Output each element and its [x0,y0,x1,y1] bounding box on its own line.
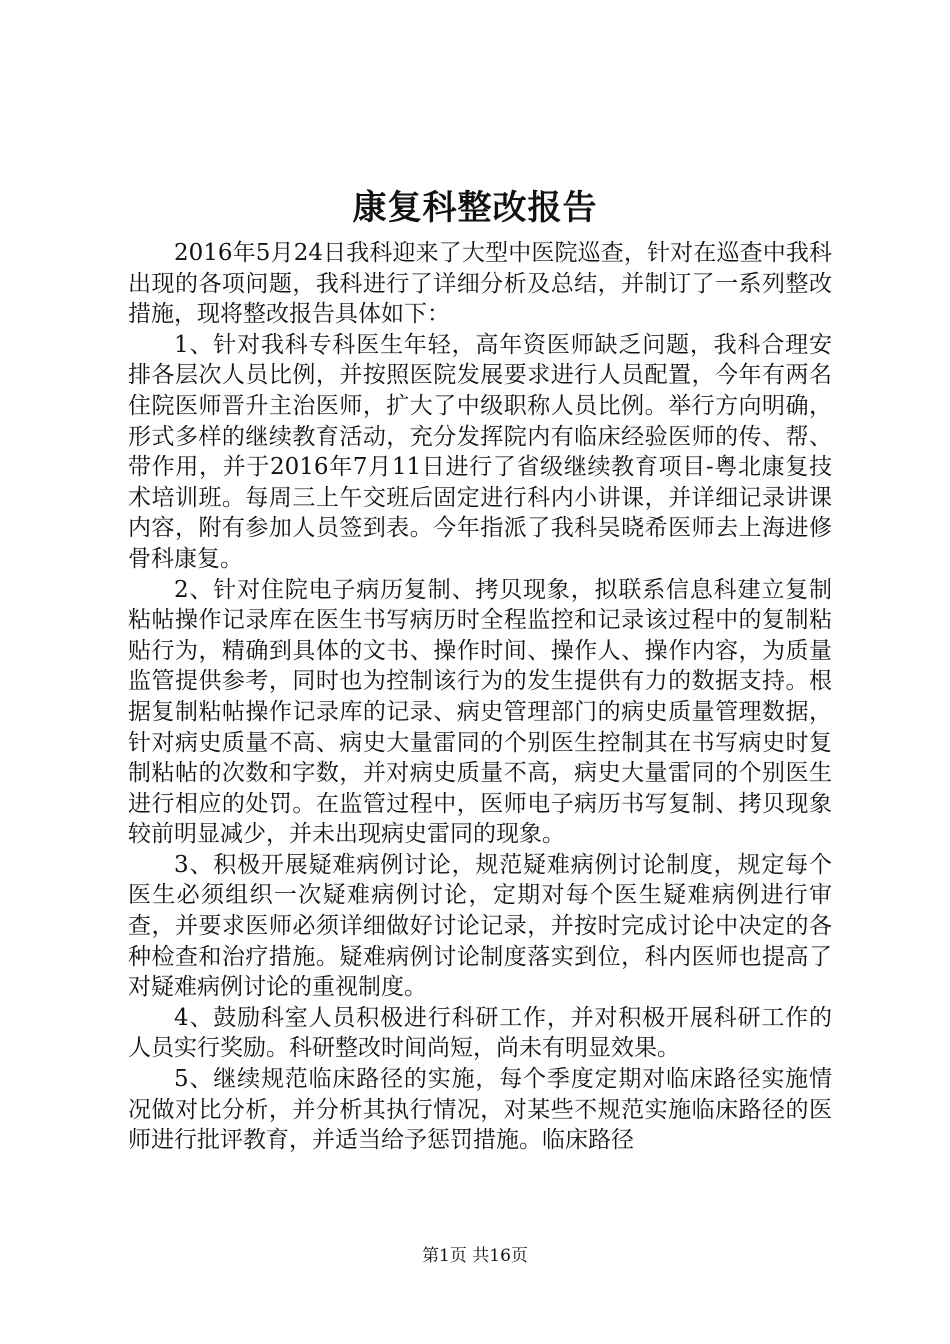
paragraph-item-5: 5、继续规范临床路径的实施，每个季度定期对临床路径实施情况做对比分析，并分析其执行情况，对某些不规范实施临床路径的医师进行批评教育，并适当给予惩罚措施。临床路径 [128,1066,832,1154]
document-title: 康复科整改报告 [352,188,598,228]
paragraph-item-3: 3、积极开展疑难病例讨论，规范疑难病例讨论制度，规定每个医生必须组织一次疑难病例讨论，定期对每个医生疑难病例进行审查，并要求医师必须详细做好讨论记录，并按时完成讨论中决定的各种检查和治疗措施。疑难病例讨论制度落实到位，科内医师也提高了对疑难病例讨论的重视制度。 [128,851,832,1001]
paragraph-item-4: 4、鼓励科室人员积极进行科研工作，并对积极开展科研工作的人员实行奖励。科研整改时间尚短，尚未有明显效果。 [128,1004,832,1062]
paragraph-item-1: 1、针对我科专科医生年轻，高年资医师缺乏问题，我科合理安排各层次人员比例，并按照医院发展要求进行人员配置，今年有两名住院医师晋升主治医师，扩大了中级职称人员比例。举行方向明确，形式多样的继续教育活动，充分发挥院内有临床经验医师的传、帮、带作用，并于2016年7月11日进行了省级继续教育项目-粤北康复技术培训班。每周三上午交班后固定进行科内小讲课，并详细记录讲课内容，附有参加人员签到表。今年指派了我科吴晓希医师去上海进修骨科康复。 [128,331,832,572]
paragraph-intro: 2016年5月24日我科迎来了大型中医院巡查，针对在巡查中我科出现的各项问题，我科进行了详细分析及总结，并制订了一系列整改措施，现将整改报告具体如下： [128,240,832,328]
document-body [128,238,832,1156]
page-number-footer: 第1页 共16页 [422,1246,528,1266]
paragraph-item-2: 2、针对住院电子病历复制、拷贝现象，拟联系信息科建立复制粘帖操作记录库在医生书写病历时全程监控和记录该过程中的复制粘贴行为，精确到具体的文书、操作时间、操作人、操作内容，为质量监管提供参考，同时也为控制该行为的发生提供有力的数据支持。根据复制粘帖操作记录库的记录、病史管理部门的病史质量管理数据，针对病史质量不高、病史大量雷同的个别医生控制其在书写病史时复制粘帖的次数和字数，并对病史质量不高，病史大量雷同的个别医生进行相应的处罚。在监管过程中，医师电子病历书写复制、拷贝现象较前明显减少，并未出现病史雷同的现象。 [128,576,832,848]
